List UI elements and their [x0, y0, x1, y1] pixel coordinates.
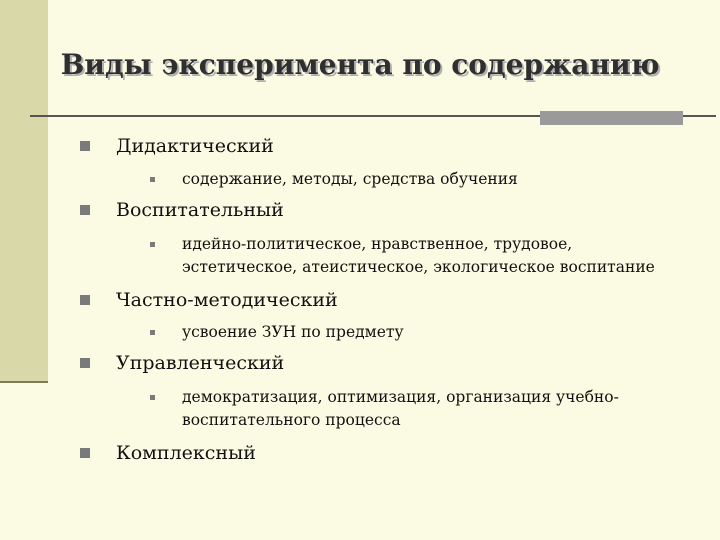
small-square-bullet-icon	[150, 177, 155, 182]
small-square-bullet-icon	[150, 330, 155, 335]
sub-item-text: содержание, методы, средства обучения	[182, 170, 518, 188]
square-bullet-icon	[80, 448, 90, 458]
decorative-left-rule	[0, 381, 48, 383]
list-item-label: Дидактический	[116, 135, 274, 157]
small-square-bullet-icon	[150, 395, 155, 400]
list-item-label: Комплексный	[116, 442, 256, 464]
list-item-label: Воспитательный	[116, 199, 284, 221]
sub-item-text: усвоение ЗУН по предмету	[182, 323, 404, 341]
square-bullet-icon	[80, 141, 90, 151]
title-divider-accent	[540, 111, 683, 125]
sub-item-text: идейно-политическое, нравственное, трудовое, эстетическое, атеистическое, экологическое воспитание	[182, 235, 655, 276]
list-item-label: Частно-методический	[116, 289, 338, 311]
small-square-bullet-icon	[150, 242, 155, 247]
sub-item-text: демократизация, оптимизация, организация учебно-воспитательного процесса	[182, 388, 619, 429]
list-item-label: Управленческий	[116, 352, 285, 374]
square-bullet-icon	[80, 358, 90, 368]
square-bullet-icon	[80, 295, 90, 305]
square-bullet-icon	[80, 205, 90, 215]
slide-title: Виды эксперимента по содержанию	[60, 48, 660, 81]
